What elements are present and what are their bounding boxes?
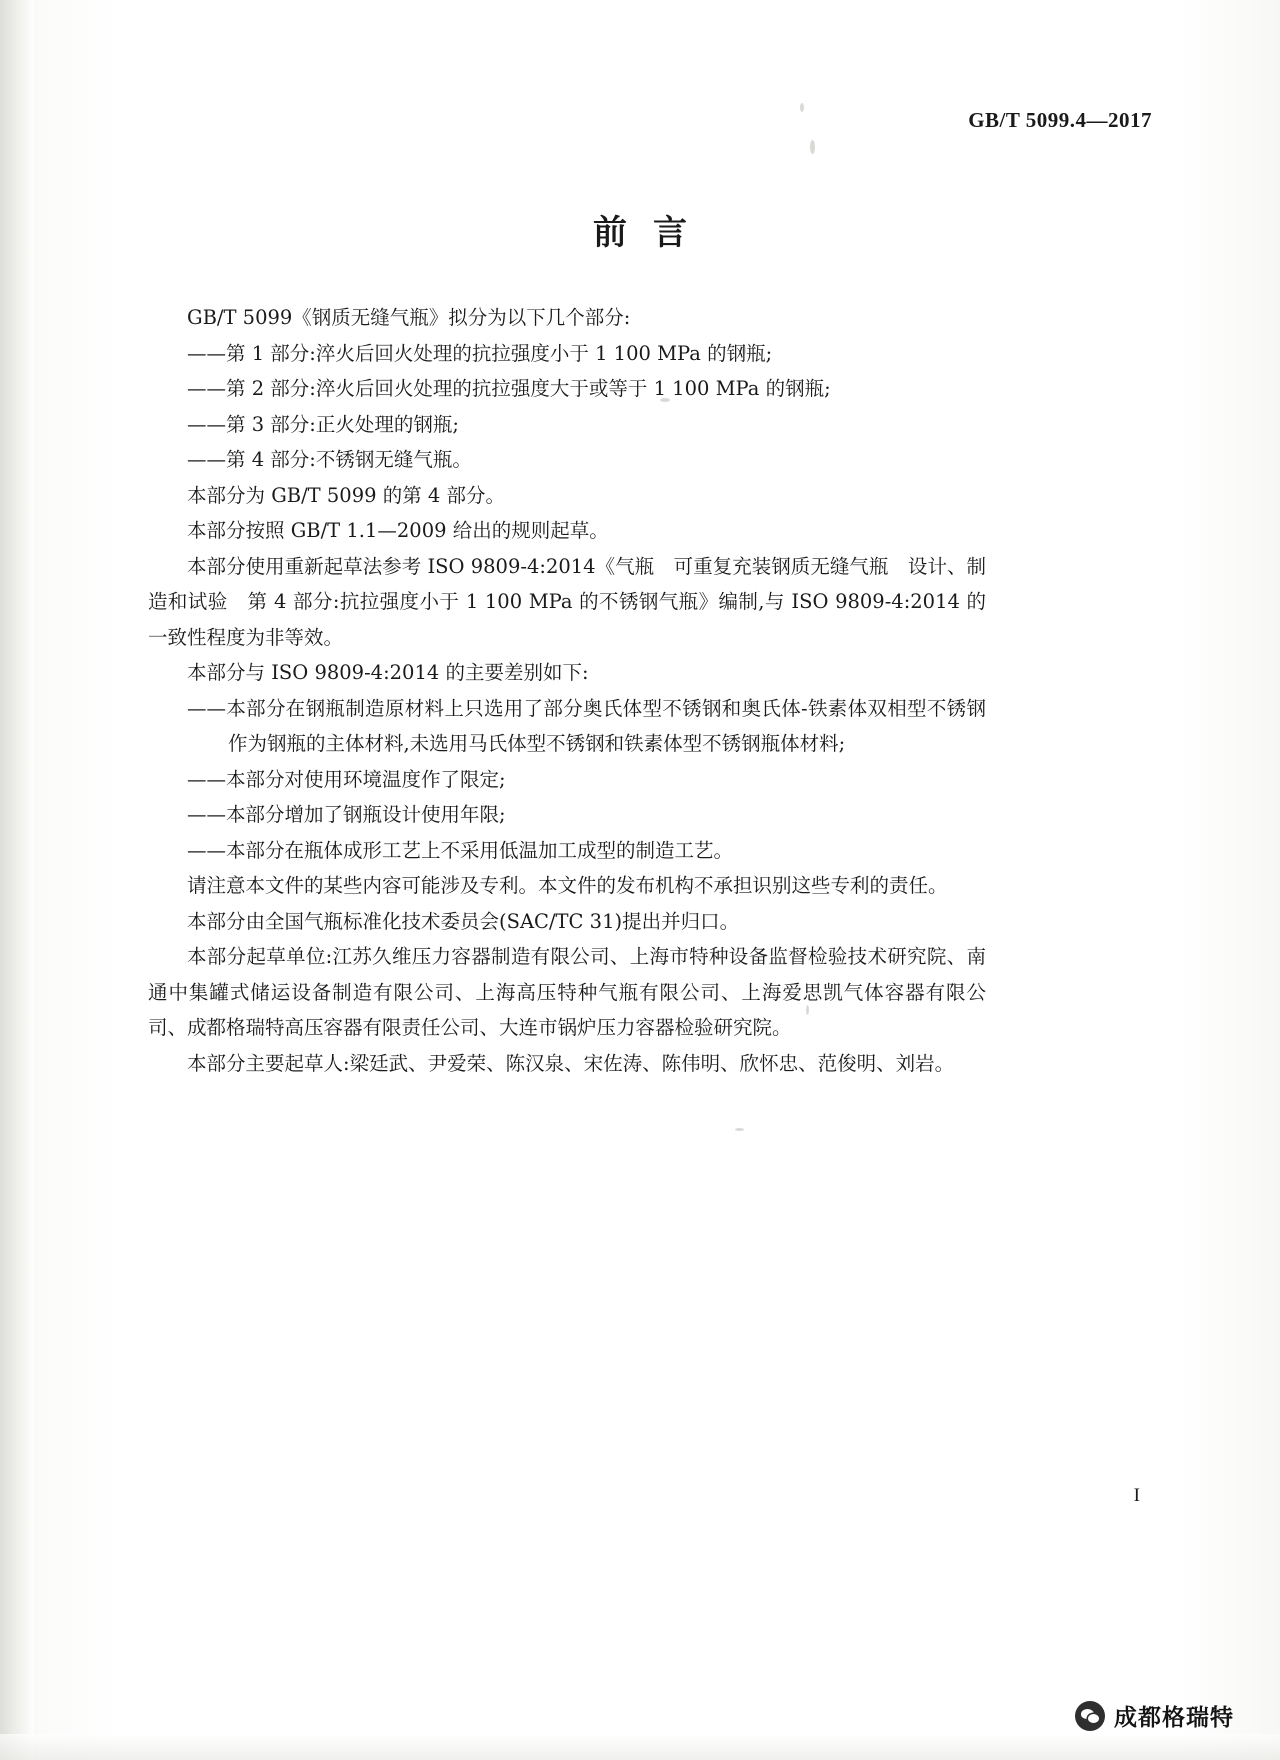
paragraph: 本部分主要起草人:梁廷武、尹爱荣、陈汉泉、宋佐涛、陈伟明、欣怀忠、范俊明、刘岩。 — [187, 1051, 955, 1075]
paragraph: 本部分由全国气瓶标准化技术委员会(SAC/TC 31)提出并归口。 — [187, 909, 740, 933]
list-item: ——第 3 部分:正火处理的钢瓶; — [187, 412, 459, 436]
scan-speck — [735, 1128, 744, 1131]
paragraph: 本部分按照 GB/T 1.1—2009 给出的规则起草。 — [187, 519, 609, 542]
page-number: I — [1133, 1485, 1140, 1506]
list-item: ——本部分增加了钢瓶设计使用年限; — [187, 803, 506, 826]
foreword-body — [148, 300, 986, 1081]
standard-code-header: GB/T 5099.4—2017 — [968, 108, 1152, 132]
scan-speck — [800, 103, 804, 112]
wechat-icon — [1075, 1701, 1105, 1731]
paragraph: 本部分使用重新起草法参考 ISO 9809-4:2014《气瓶 可重复充装钢质无缝气瓶 设计、制造和试验 第 4 部分:抗拉强度小于 1 100 MPa 的不锈钢气瓶》编制,与 ISO 9809-4:2014 的一致性程度为非等效。 — [148, 554, 986, 649]
scan-edge-bottom — [0, 1734, 1280, 1760]
watermark — [1075, 1699, 1234, 1732]
paragraph: 本部分与 ISO 9809-4:2014 的主要差别如下: — [187, 661, 589, 684]
paragraph: 请注意本文件的某些内容可能涉及专利。本文件的发布机构不承担识别这些专利的责任。 — [187, 874, 948, 897]
list-item: ——本部分在钢瓶制造原材料上只选用了部分奥氏体型不锈钢和奥氏体-铁素体双相型不锈钢作为钢瓶的主体材料,未选用马氏体型不锈钢和铁素体型不锈钢瓶体材料; — [187, 696, 986, 755]
list-item: ——本部分在瓶体成形工艺上不采用低温加工成型的制造工艺。 — [187, 838, 734, 862]
list-item: ——本部分对使用环境温度作了限定; — [187, 767, 506, 791]
scan-speck — [810, 140, 815, 154]
list-item: ——第 2 部分:淬火后回火处理的抗拉强度大于或等于 1 100 MPa 的钢瓶; — [187, 377, 831, 400]
scan-edge-left — [0, 0, 34, 1760]
page-title: 前言 — [593, 213, 713, 253]
list-item: ——第 4 部分:不锈钢无缝气瓶。 — [187, 448, 472, 471]
paragraph: GB/T 5099《钢质无缝气瓶》拟分为以下几个部分: — [187, 306, 631, 329]
watermark-label: 成都格瑞特 — [1114, 1705, 1234, 1731]
paragraph: 本部分为 GB/T 5099 的第 4 部分。 — [187, 483, 506, 507]
list-item: ——第 1 部分:淬火后回火处理的抗拉强度小于 1 100 MPa 的钢瓶; — [187, 341, 773, 365]
paragraph: 本部分起草单位:江苏久维压力容器制造有限公司、上海市特种设备监督检验技术研究院、南通中集罐式储运设备制造有限公司、上海高压特种气瓶有限公司、上海爱思凯气体容器有限公司、成都格瑞特高压容器有限责任公司、大连市锅炉压力容器检验研究院。 — [148, 945, 986, 1039]
